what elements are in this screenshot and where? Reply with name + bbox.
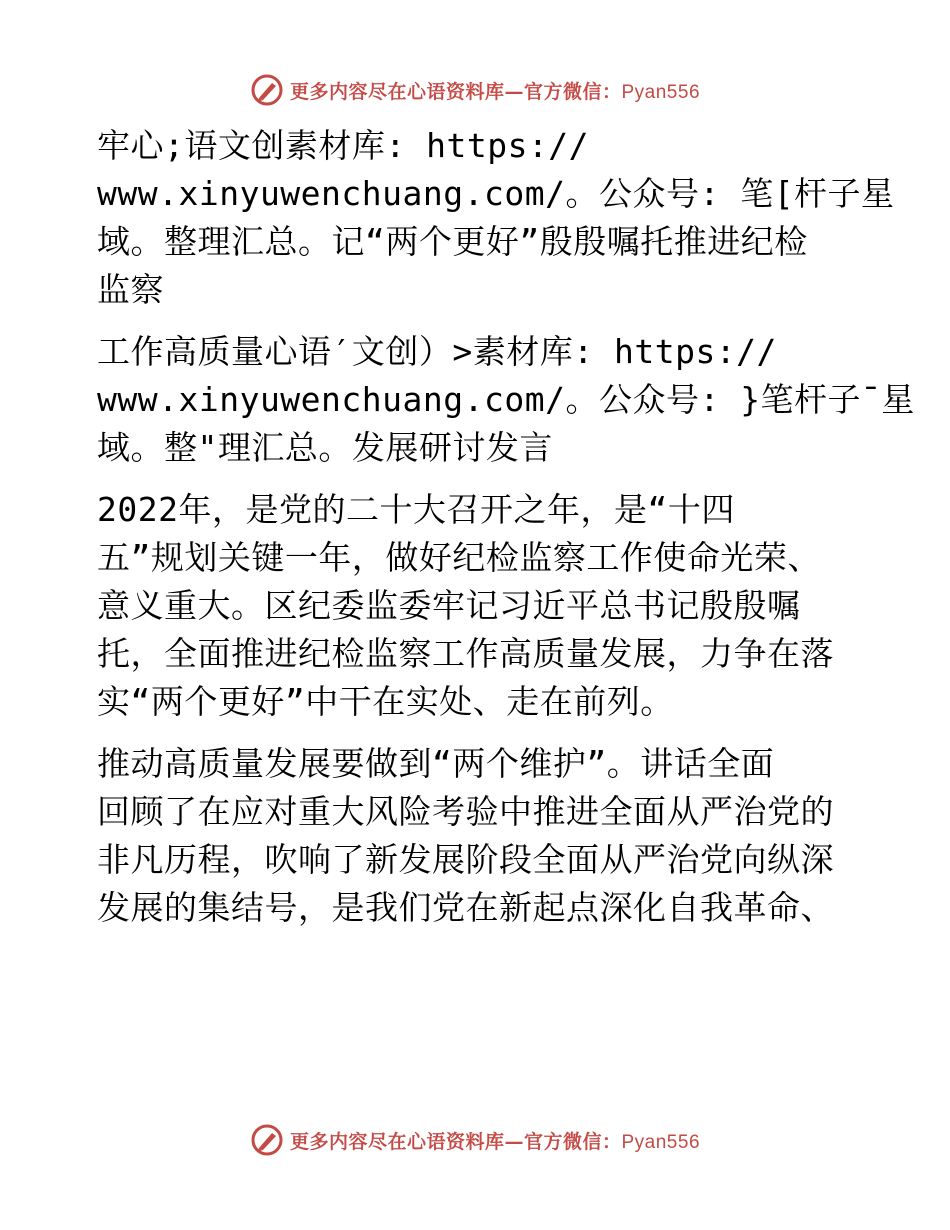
pen-logo-icon — [250, 73, 284, 107]
text-line: 意义重大。区纪委监委牢记习近平总书记殷殷嘱 — [97, 586, 801, 625]
document-body — [97, 122, 915, 946]
header-watermark — [0, 70, 950, 110]
text-line: 实“两个更好”中干在实处、走在前列。 — [97, 682, 674, 721]
text-line: 2022年，是党的二十大召开之年，是“十四 — [97, 490, 735, 529]
text-line: 推动高质量发展要做到“两个维护”。讲话全面 — [97, 744, 775, 783]
text-line: 非凡历程，吹响了新发展阶段全面从严治党向纵深 — [97, 840, 834, 879]
footer-watermark — [0, 1120, 950, 1160]
text-line: 域。整"理汇总。发展研讨发言 — [97, 428, 553, 467]
text-line: 域。整理汇总。记“两个更好”殷殷嘱托推进纪检 — [97, 222, 808, 261]
watermark-text: 更多内容尽在心语资料库—官方微信：Pyan556 — [289, 80, 701, 103]
text-line: 工作高质量心语′文创）>素材库: https:// — [97, 332, 777, 371]
watermark-text: 更多内容尽在心语资料库—官方微信：Pyan556 — [289, 1130, 701, 1153]
paragraph-2 — [97, 328, 915, 472]
paragraph-1 — [97, 122, 895, 314]
text-line: www.xinyuwenchuang.com/。公众号: 笔[杆子星 — [97, 174, 895, 213]
text-line: 监察 — [97, 270, 164, 309]
text-line: 五”规划关键一年，做好纪检监察工作使命光荣、 — [97, 538, 821, 577]
text-line: 发展的集结号，是我们党在新起点深化自我革命、 — [97, 888, 834, 927]
text-line: www.xinyuwenchuang.com/。公众号: }笔杆子¯星 — [97, 380, 915, 419]
paragraph-4 — [97, 740, 857, 932]
pen-logo-icon — [250, 1123, 284, 1157]
paragraph-3 — [97, 486, 857, 726]
text-line: 托，全面推进纪检监察工作高质量发展，力争在落 — [97, 634, 834, 673]
text-line: 回顾了在应对重大风险考验中推进全面从严治党的 — [97, 792, 834, 831]
text-line: 牢心;语文创素材库: https:// — [97, 126, 590, 165]
